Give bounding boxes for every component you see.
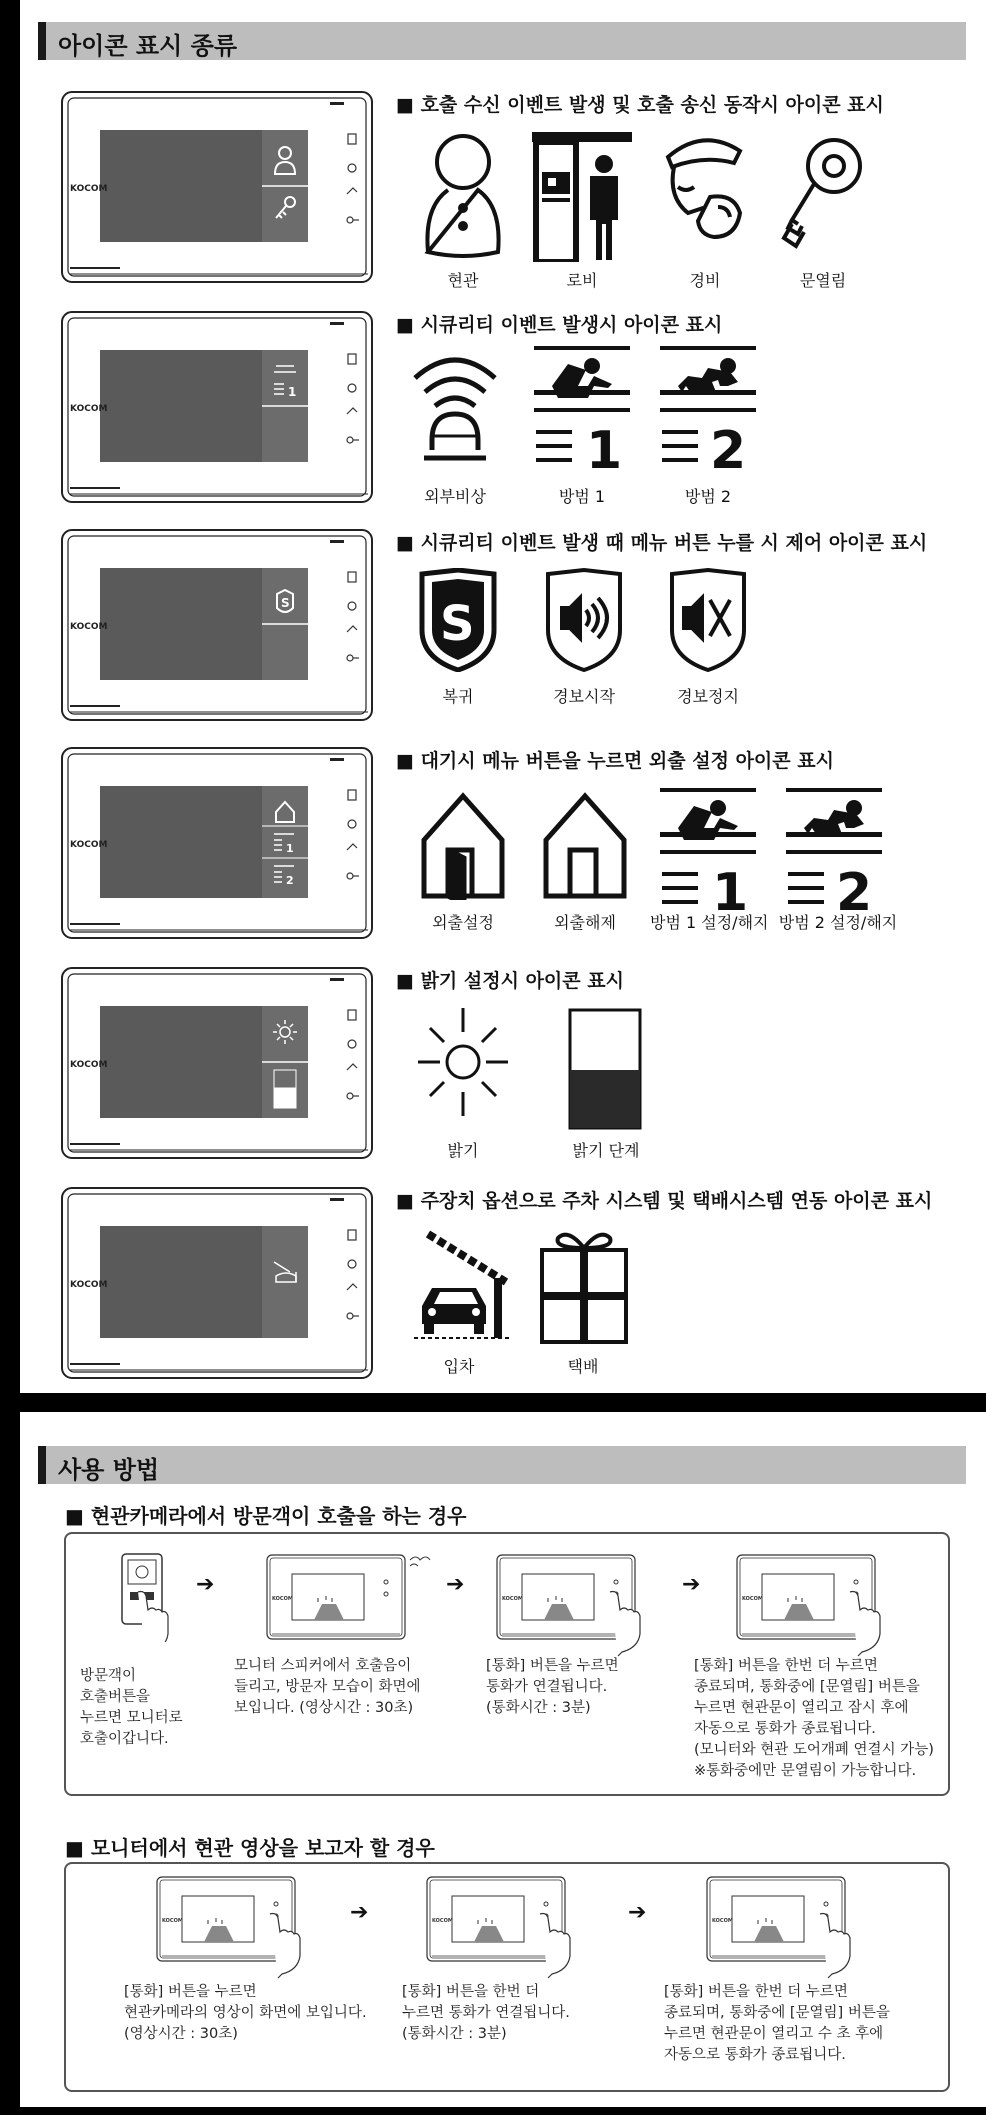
monitor-row-6 [60, 1186, 374, 1382]
case-1-step-4: [통화] 버튼을 한번 더 누르면 종료되며, 통화중에 [문열림] 버튼을 누르면 현관문이 열리고 잠시 후에 자동으로 통화가 종료됩니다. (모니터와 현관 도어개폐 연결시 가능) ※통화중에만 문열림이 가능합니다. [694, 1658, 934, 1779]
shield-sound-on-icon [544, 568, 624, 672]
monitor-talk-icon [496, 1550, 666, 1660]
row-1-heading: ■ 호출 수신 이벤트 발생 및 호출 송신 동작시 아이콘 표시 [396, 94, 884, 116]
away-release-label: 외출해제 [554, 913, 616, 932]
intruder-1-set-icon [658, 788, 758, 913]
intruder-2-set-icon [784, 788, 884, 913]
svg-text:S: S [440, 596, 475, 652]
row-6-heading: ■ 주장치 옵션으로 주차 시스템 및 택배시스템 연동 아이콘 표시 [396, 1190, 933, 1212]
row-5-heading: ■ 밝기 설정시 아이콘 표시 [396, 970, 624, 992]
guard-label: 경비 [689, 271, 721, 290]
usage-header [38, 1446, 966, 1484]
parking-icon [414, 1230, 510, 1340]
svg-text:2: 2 [836, 863, 873, 913]
monitor-row-3 [60, 528, 374, 724]
header-bar [38, 22, 46, 60]
shield-sound-off-label: 경보정지 [677, 687, 739, 706]
external-alarm-label: 외부비상 [424, 487, 486, 506]
case-2-step-1: [통화] 버튼을 누르면 현관카메라의 영상이 화면에 보입니다. (영상시간 : 30초) [124, 1984, 367, 2042]
intruder-2-icon [658, 346, 758, 471]
guard-icon [660, 135, 750, 245]
brightness-label: 밝기 [447, 1141, 479, 1160]
lobby-icon [532, 132, 632, 262]
row-4-heading: ■ 대기시 메뉴 버튼을 누르면 외출 설정 아이콘 표시 [396, 750, 834, 772]
step-arrow: ➔ [682, 1572, 701, 1597]
step-arrow: ➔ [628, 1900, 647, 1925]
case-1-step-2: 모니터 스피커에서 호출음이 들리고, 방문자 모습이 화면에 보입니다. (영상시간 : 30초) [234, 1658, 421, 1716]
case-1-heading: ■ 현관카메라에서 방문객이 호출을 하는 경우 [65, 1504, 467, 1528]
brightness-level-label: 밝기 단계 [572, 1141, 640, 1160]
row-3-heading: ■ 시큐리티 이벤트 발생 때 메뉴 버튼 누를 시 제어 아이콘 표시 [396, 532, 928, 554]
case-2-heading: ■ 모니터에서 현관 영상을 보고자 할 경우 [65, 1836, 435, 1860]
intruder-2-label: 방범 2 [684, 487, 732, 506]
lobby-label: 로비 [566, 271, 598, 290]
svg-text:1: 1 [286, 842, 294, 855]
visitor-icon [418, 132, 508, 262]
row-2-heading: ■ 시큐리티 이벤트 발생시 아이콘 표시 [396, 314, 723, 336]
shield-s-label: 복귀 [442, 687, 474, 706]
intruder-1-label: 방범 1 [558, 487, 606, 506]
svg-text:2: 2 [710, 421, 747, 471]
svg-text:1: 1 [586, 421, 623, 471]
monitor-connect-icon [426, 1872, 596, 1982]
case-1-step-1: 방문객이 호출버튼을 누르면 모니터로 호출이갑니다. [80, 1668, 183, 1747]
step-arrow: ➔ [196, 1572, 215, 1597]
intruder-2-set-label: 방범 2 설정/해지 [778, 913, 898, 932]
shield-s-icon [418, 568, 498, 672]
external-alarm-icon [410, 352, 500, 462]
monitor-row-5 [60, 966, 374, 1162]
usage-title: 사용 방법 [58, 1456, 160, 1484]
monitor-row-4 [60, 746, 374, 942]
case-1-step-3: [통화] 버튼을 누르면 통화가 연결됩니다. (통화시간 : 3분) [486, 1658, 619, 1716]
parking-label: 입차 [443, 1357, 475, 1376]
intruder-1-set-label: 방범 1 설정/해지 [650, 913, 769, 932]
away-set-icon [418, 790, 508, 900]
monitor-row-2 [60, 310, 374, 506]
icon-types-header [38, 22, 966, 60]
parcel-icon [538, 1228, 630, 1346]
intruder-1-icon [532, 346, 632, 471]
icon-types-title: 아이콘 표시 종류 [58, 32, 237, 60]
brightness-icon [418, 1006, 508, 1118]
header-bar [38, 1446, 46, 1484]
monitor-view-icon [156, 1872, 326, 1982]
case-2-step-2: [통화] 버튼을 한번 더 누르면 통화가 연결됩니다. (통화시간 : 3분) [402, 1984, 570, 2042]
door-camera-icon [106, 1552, 176, 1642]
brightness-level-icon [568, 1008, 642, 1130]
monitor-finish-icon [706, 1872, 876, 1982]
parcel-label: 택배 [567, 1357, 599, 1376]
step-arrow: ➔ [446, 1572, 465, 1597]
visitor-label: 현관 [447, 271, 479, 290]
monitor-row-1 [60, 90, 374, 286]
monitor-end-icon [736, 1550, 906, 1660]
shield-sound-on-label: 경보시작 [553, 687, 615, 706]
key-icon [778, 132, 868, 262]
away-release-icon [540, 790, 630, 900]
svg-text:2: 2 [286, 874, 294, 887]
key-label: 문열림 [799, 271, 847, 290]
shield-sound-off-icon [668, 568, 748, 672]
away-set-label: 외출설정 [432, 913, 494, 932]
svg-text:S: S [281, 596, 290, 610]
monitor-calling-icon [266, 1550, 436, 1646]
svg-text:1: 1 [712, 863, 749, 913]
case-2-step-3: [통화] 버튼을 한번 더 누르면 종료되며, 통화중에 [문열림] 버튼을 누르면 현관문이 열리고 수 초 후에 자동으로 통화가 종료됩니다. [664, 1984, 890, 2063]
step-arrow: ➔ [350, 1900, 369, 1925]
svg-text:1: 1 [288, 385, 297, 399]
